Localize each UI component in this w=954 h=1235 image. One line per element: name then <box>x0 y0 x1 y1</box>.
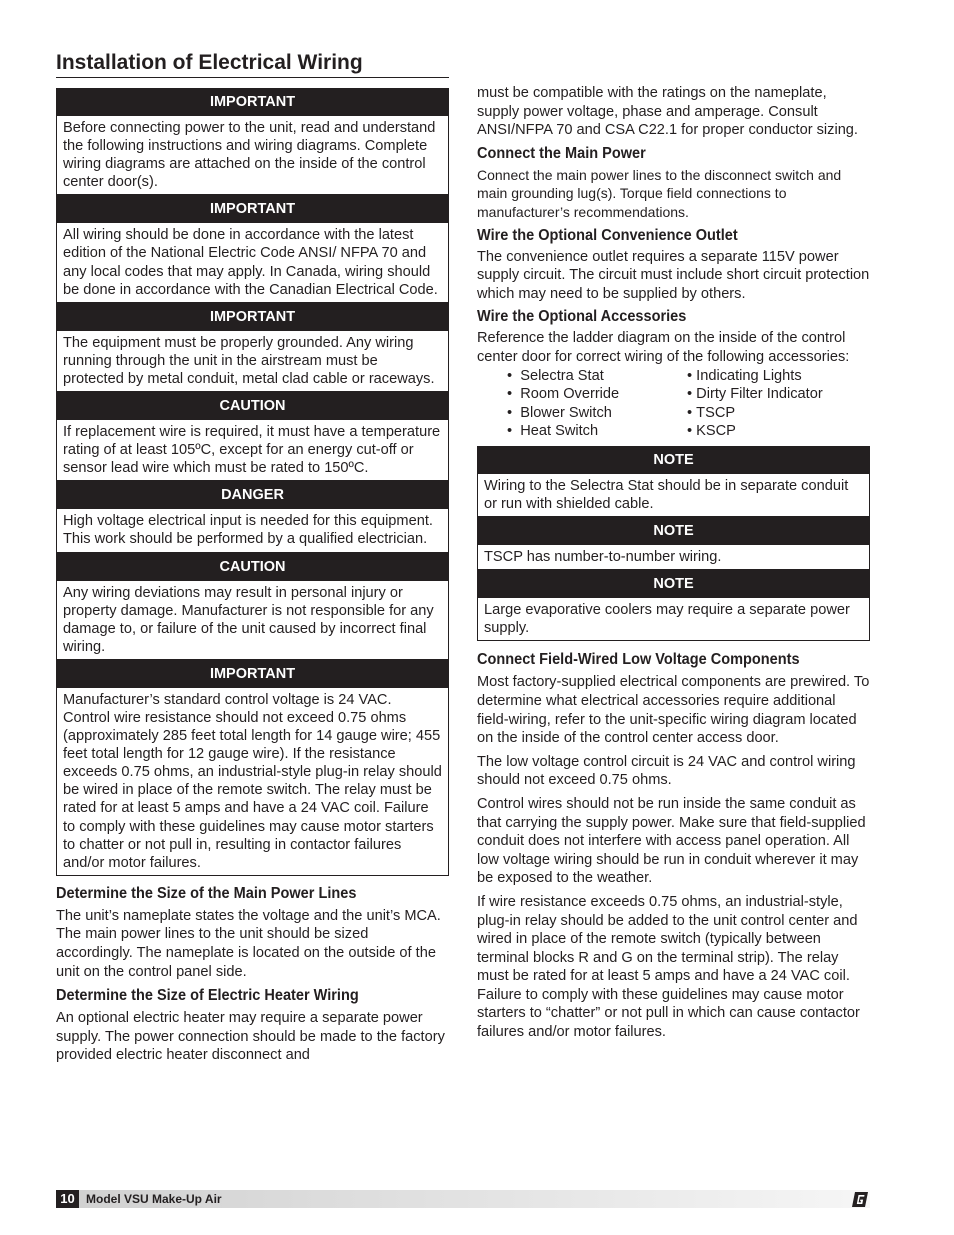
box-text: Before connecting power to the unit, read and understand the following instructions and wiring diagrams. Complete wiring diagrams are attached on the inside of the control center door(s). <box>57 116 448 195</box>
footer-model: Model VSU Make-Up Air <box>86 1192 222 1206</box>
important-box-3 <box>56 303 449 392</box>
box-text: Manufacturer’s standard control voltage is 24 VAC. Control wire resistance should not exceed 0.75 ohms (approximately 285 feet total length for 14 gauge wire; 455 feet total length for 12 gauge wire). If the resistance exceeds 0.75 ohms, an industrial-style plug-in relay should be wired in place of the remote switch. The relay must be rated for at least 5 amps and have a 24 VAC coil. Failure to comply with these guidelines may cause motor starters to chatter or not pull in, resulting in contactor failures and/or motor failures. <box>57 688 448 876</box>
box-text: The equipment must be properly grounded. Any wiring running through the unit in the airstream must be protected by metal conduit, metal clad cable or raceways. <box>57 331 448 392</box>
caution-box-1 <box>56 392 449 481</box>
page-number: 10 <box>56 1190 79 1208</box>
list-item: • Heat Switch <box>507 422 687 441</box>
list-item: • TSCP <box>687 404 867 423</box>
section-text: The low voltage control circuit is 24 VAC and control wiring should not exceed 0.75 ohms. <box>477 753 856 789</box>
important-box-2 <box>56 195 449 302</box>
box-text: Wiring to the Selectra Stat should be in separate conduit or run with shielded cable. <box>478 474 869 517</box>
section-text: Connect the main power lines to the disconnect switch and main grounding lug(s). Torque field connections to manufacturer’s recommendations. <box>477 166 842 220</box>
section-heading: Connect the Main Power <box>477 144 646 162</box>
box-heading: DANGER <box>56 481 449 509</box>
note-box-2 <box>477 517 870 570</box>
section-heading: Determine the Size of Electric Heater Wiring <box>56 987 359 1005</box>
box-heading: CAUTION <box>56 553 449 581</box>
note-box-1 <box>477 446 870 517</box>
box-text: High voltage electrical input is needed for this equipment. This work should be performed by a qualified electrician. <box>57 509 448 552</box>
page-title: Installation of Electrical Wiring <box>56 50 449 78</box>
section-text: The convenience outlet requires a separate 115V power supply circuit. The circuit must include short circuit protection which may need to be supplied by others. <box>477 248 870 302</box>
box-heading: IMPORTANT <box>56 303 449 331</box>
box-heading: IMPORTANT <box>56 195 449 223</box>
section-electric-heater <box>56 986 449 1065</box>
section-heading: Wire the Optional Accessories <box>477 308 687 326</box>
list-item: • Blower Switch <box>507 404 687 423</box>
section-main-power <box>477 144 870 222</box>
section-heading: Determine the Size of the Main Power Lines <box>56 884 357 902</box>
section-accessories <box>477 307 870 441</box>
caution-box-2 <box>56 553 449 660</box>
list-item: • Selectra Stat <box>507 367 687 386</box>
list-item: • Room Override <box>507 385 687 404</box>
section-text: Control wires should not be run inside the same conduit as that carrying the supply power. Make sure that field-supplied conduit does not interfere with access panel operation. All low voltage wiring should be run in conduit wherever it may be exposed to the weather. <box>477 795 866 887</box>
left-column <box>56 88 449 1065</box>
box-heading: IMPORTANT <box>56 660 449 688</box>
section-text: The unit’s nameplate states the voltage and the unit’s MCA. The main power lines to the unit should be sized accordingly. The nameplate is located on the outside of the unit on the control panel side. <box>56 907 441 980</box>
box-text: Any wiring deviations may result in personal injury or property damage. Manufacturer is not responsible for any damage to, or failure of the unit caused by incorrect final wiring. <box>57 581 448 660</box>
box-text: If replacement wire is required, it must have a temperature rating of at least 105ºC, except for an energy cut-off or sensor lead wire which must be rated to 150ºC. <box>57 420 448 481</box>
section-low-voltage <box>477 650 870 1041</box>
continued-text: must be compatible with the ratings on the nameplate, supply power voltage, phase and amperage. Consult ANSI/NFPA 70 and CSA C22.1 for proper conductor sizing. <box>477 85 858 139</box>
danger-box <box>56 481 449 552</box>
list-item: • Indicating Lights <box>687 367 867 386</box>
section-text: Most factory-supplied electrical components are prewired. To determine what electrical accessories require additional field-wiring, refer to the unit-specific wiring diagram located on the inside of the control center access door. <box>477 674 870 747</box>
section-text: If wire resistance exceeds 0.75 ohms, an industrial-style, plug-in relay should be added to the unit control center and wired in place of the remote switch (typically between terminal blocks R and G on the terminal strip). The relay must be rated for at least 5 amps and have a 24 VAC coil. Failure to comply with these guidelines may cause motor starters to “chatter” or not pull in which can cause contactor failures and/or motor failures. <box>477 893 860 1041</box>
right-column <box>477 84 870 1042</box>
box-heading: NOTE <box>477 446 870 474</box>
section-text: Reference the ladder diagram on the inside of the control center door for correct wiring of the following accessories: <box>477 330 850 365</box>
box-text: TSCP has number-to-number wiring. <box>478 545 869 570</box>
box-heading: CAUTION <box>56 392 449 420</box>
section-convenience-outlet <box>477 226 870 304</box>
section-main-power-lines <box>56 884 449 981</box>
list-item: • KSCP <box>687 422 867 441</box>
box-heading: NOTE <box>477 570 870 598</box>
section-heading: Wire the Optional Convenience Outlet <box>477 226 738 244</box>
greenheck-g-logo-icon <box>852 1192 868 1207</box>
section-heading: Connect Field-Wired Low Voltage Components <box>477 651 800 669</box>
section-text: An optional electric heater may require a separate power supply. The power connection should be made to the factory provided electric heater disconnect and <box>56 1010 445 1064</box>
important-box-4 <box>56 660 449 876</box>
box-heading: IMPORTANT <box>56 88 449 116</box>
notes-group <box>477 446 870 641</box>
accessories-list <box>477 367 870 441</box>
note-box-3 <box>477 570 870 641</box>
important-box-1 <box>56 88 449 195</box>
list-item: • Dirty Filter Indicator <box>687 385 867 404</box>
box-text: All wiring should be done in accordance with the latest edition of the National Electric Code ANSI/ NFPA 70 and any local codes that may apply. In Canada, wiring should be done in accordance with the Canadian Electrical Code. <box>57 223 448 302</box>
box-heading: NOTE <box>477 517 870 545</box>
box-text: Large evaporative coolers may require a separate power supply. <box>478 598 869 641</box>
